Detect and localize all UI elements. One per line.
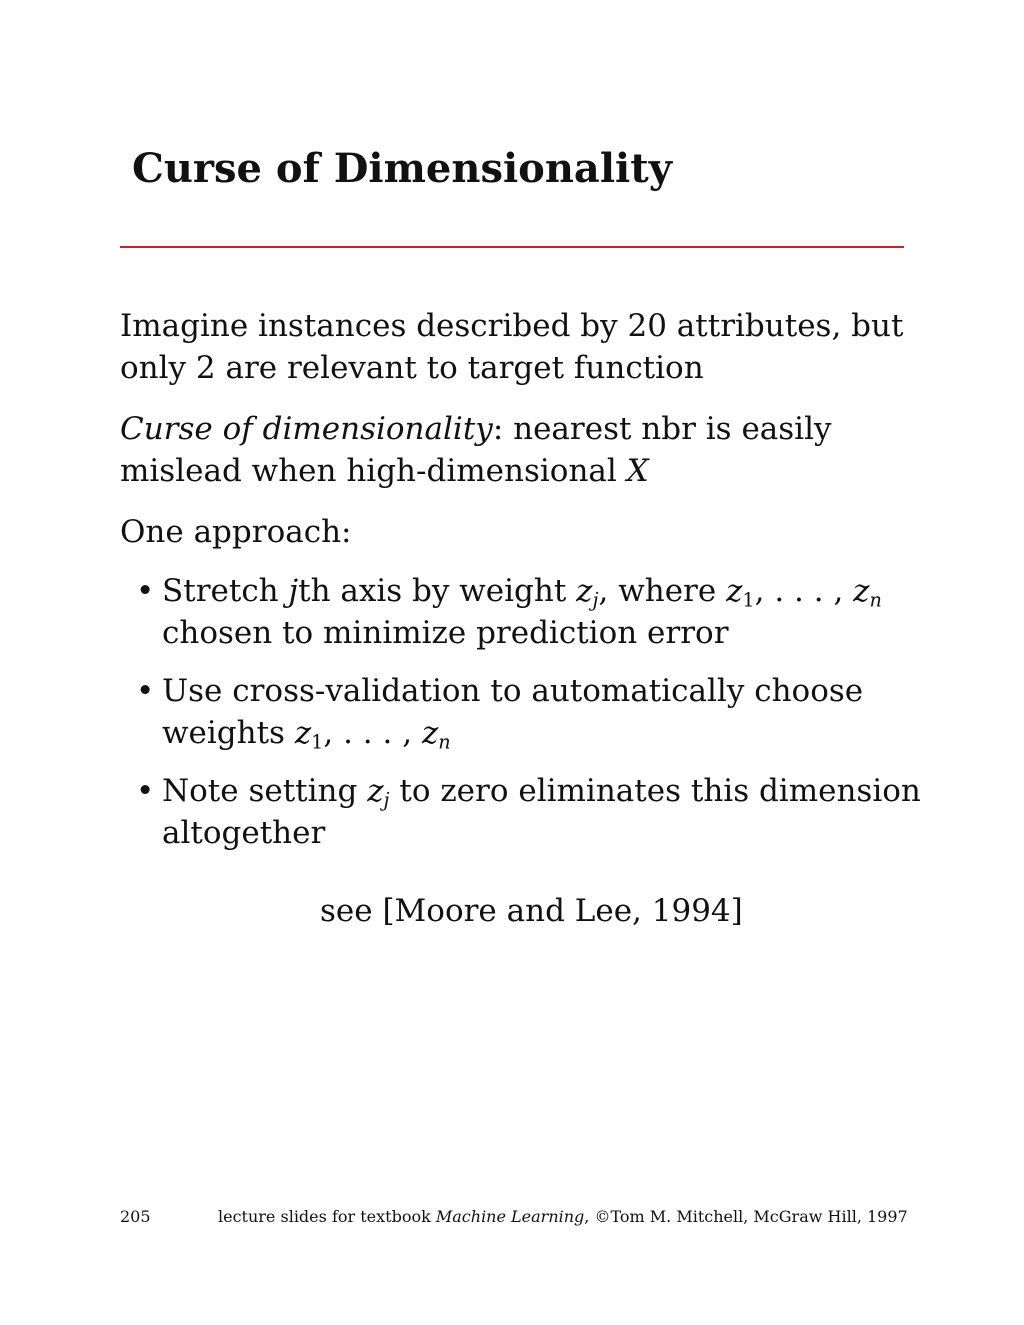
text-fragment: mislead when high-dimensional (120, 453, 627, 489)
paragraph-line: only 2 are relevant to target function (120, 350, 704, 386)
math-subscript: 1 (311, 730, 324, 754)
math-var-z: z (576, 573, 593, 609)
math-ellipsis: , . . . , (323, 715, 422, 751)
bullet-line (162, 712, 863, 754)
math-subscript: n (438, 730, 451, 754)
book-title: Machine Learning (435, 1207, 585, 1226)
bullet-text (162, 670, 863, 754)
text-fragment: to zero eliminates this dimension (389, 773, 921, 809)
paragraph-approach: One approach: (120, 514, 352, 550)
slide-title: Curse of Dimensionality (132, 145, 672, 192)
bullet-text (162, 570, 882, 654)
paragraph-curse (120, 408, 832, 492)
bullet-icon: • (136, 773, 155, 809)
math-var-z: z (367, 773, 384, 809)
paragraph-instances (120, 305, 903, 389)
bullet-icon: • (136, 573, 155, 609)
text-fragment: Stretch (162, 573, 289, 609)
paragraph-line (120, 450, 832, 492)
math-var-j: j (288, 573, 299, 609)
bullet-line (162, 570, 882, 612)
footer-credit (218, 1207, 908, 1227)
bullet-icon: • (136, 673, 155, 709)
text-fragment: , where (598, 573, 727, 609)
paragraph-line: Imagine instances described by 20 attributes, but (120, 308, 904, 344)
bullet-line: chosen to minimize prediction error (162, 615, 729, 651)
term-curse-of-dimensionality: Curse of dimensionality (120, 411, 493, 447)
title-divider (120, 246, 904, 248)
text-fragment: : nearest nbr is easily (492, 411, 832, 447)
bullet-line: altogether (162, 815, 326, 851)
bullet-line: Use cross-validation to automatically choose (162, 673, 864, 709)
math-subscript: 1 (742, 588, 755, 612)
reference-citation: see [Moore and Lee, 1994] (320, 893, 743, 929)
math-var-z: z (421, 715, 439, 751)
math-subscript: n (869, 588, 882, 612)
math-subscript: j (383, 788, 390, 812)
bullet-line (162, 770, 921, 812)
math-ellipsis: , . . . , (754, 573, 854, 609)
text-fragment: th axis by weight (298, 573, 577, 609)
paragraph-line (120, 408, 832, 450)
page-number: 205 (120, 1207, 151, 1226)
math-var-z: z (853, 573, 870, 609)
text-fragment: weights (162, 715, 295, 751)
math-var-z: z (294, 715, 312, 751)
text-fragment: Note setting (162, 773, 368, 809)
math-subscript: j (592, 588, 599, 612)
math-var-z: z (726, 573, 743, 609)
text-fragment: lecture slides for textbook (218, 1207, 436, 1226)
text-fragment: , ©Tom M. Mitchell, McGraw Hill, 1997 (584, 1207, 908, 1226)
bullet-text (162, 770, 921, 854)
math-var-x: X (626, 453, 649, 489)
